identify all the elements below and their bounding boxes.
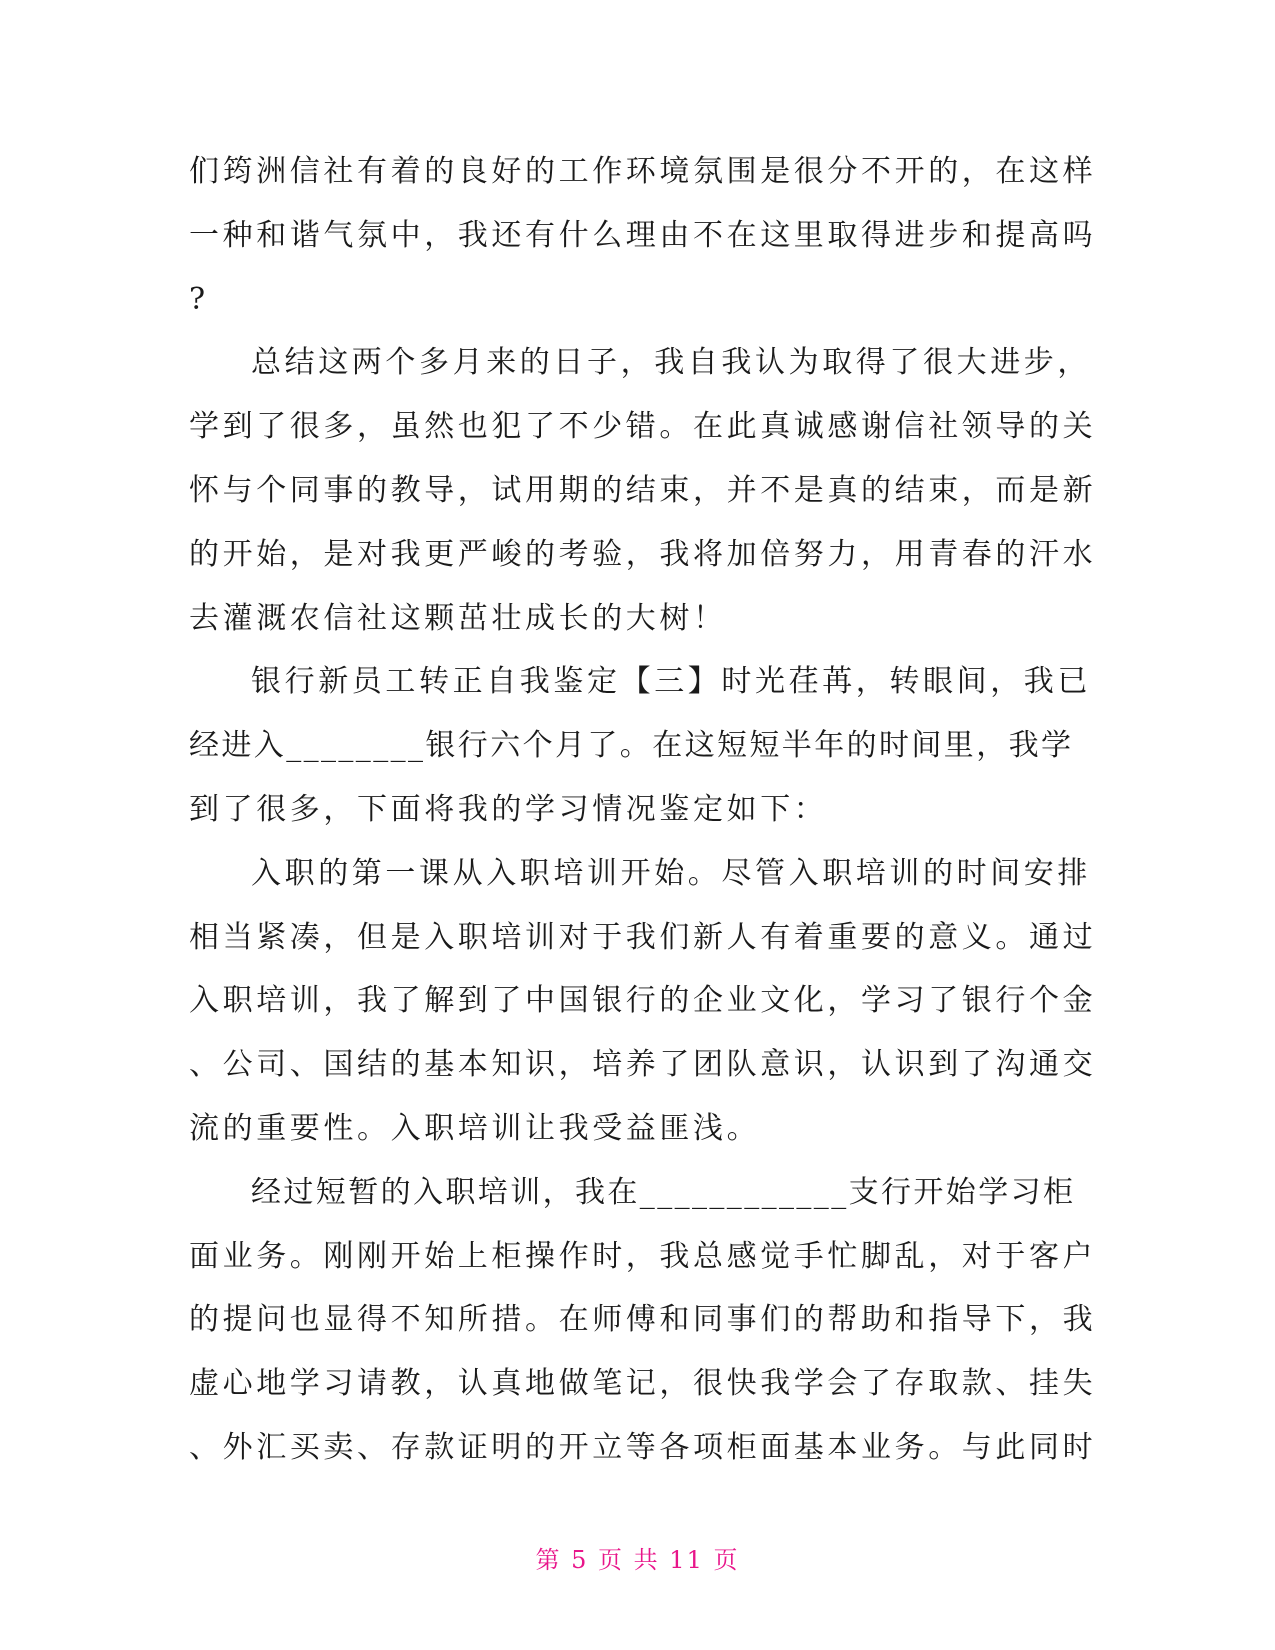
text-line: 怀与个同事的教导，试用期的结束，并不是真的结束，而是新 — [189, 472, 1097, 508]
paragraph-first-line: 入职的第一课从入职培训开始。尽管入职培训的时间安排 — [251, 855, 1091, 891]
page-number-footer: 第 5 页 共 11 页 — [535, 1546, 740, 1574]
paragraph-first-line: 经过短暂的入职培训，我在____________支行开始学习柜 — [251, 1174, 1076, 1210]
text-line: 、公司、国结的基本知识，培养了团队意识，认识到了沟通交 — [189, 1047, 1097, 1083]
text-line: 们筠洲信社有着的良好的工作环境氛围是很分不开的，在这样 — [189, 154, 1097, 189]
text-line: 的提问也显得不知所措。在师傅和同事们的帮助和指导下，我 — [189, 1302, 1097, 1338]
text-line: 、外汇买卖、存款证明的开立等各项柜面基本业务。与此同时 — [189, 1429, 1097, 1465]
text-line: 的开始，是对我更严峻的考验，我将加倍努力，用青春的汗水 — [189, 536, 1097, 572]
paragraph-first-line: 总结这两个多月来的日子，我自我认为取得了很大进步， — [251, 345, 1091, 381]
text-line: 学到了很多，虽然也犯了不少错。在此真诚感谢信社领导的关 — [189, 409, 1097, 445]
text-line: 去灌溉农信社这颗茁壮成长的大树！ — [189, 600, 727, 636]
text-line: 面业务。刚刚开始上柜操作时，我总感觉手忙脚乱，对于客户 — [189, 1238, 1097, 1274]
document-body — [189, 140, 1097, 1480]
text-line: 到了很多，下面将我的学习情况鉴定如下： — [189, 791, 828, 827]
text-line: 一种和谐气氛中，我还有什么理由不在这里取得进步和提高吗 — [189, 217, 1097, 253]
text-line: 虚心地学习请教，认真地做笔记，很快我学会了存取款、挂失 — [189, 1366, 1097, 1402]
text-line: 流的重要性。入职培训让我受益匪浅。 — [189, 1110, 761, 1146]
text-line: ? — [189, 281, 209, 317]
text-line: 相当紧凑，但是入职培训对于我们新人有着重要的意义。通过 — [189, 919, 1097, 955]
text-line: 经进入________银行六个月了。在这短短半年的时间里，我学 — [189, 728, 1074, 764]
text-line: 入职培训，我了解到了中国银行的企业文化，学习了银行个金 — [189, 983, 1097, 1019]
paragraph-first-line: 银行新员工转正自我鉴定【三】时光荏苒，转眼间，我已 — [251, 664, 1091, 700]
